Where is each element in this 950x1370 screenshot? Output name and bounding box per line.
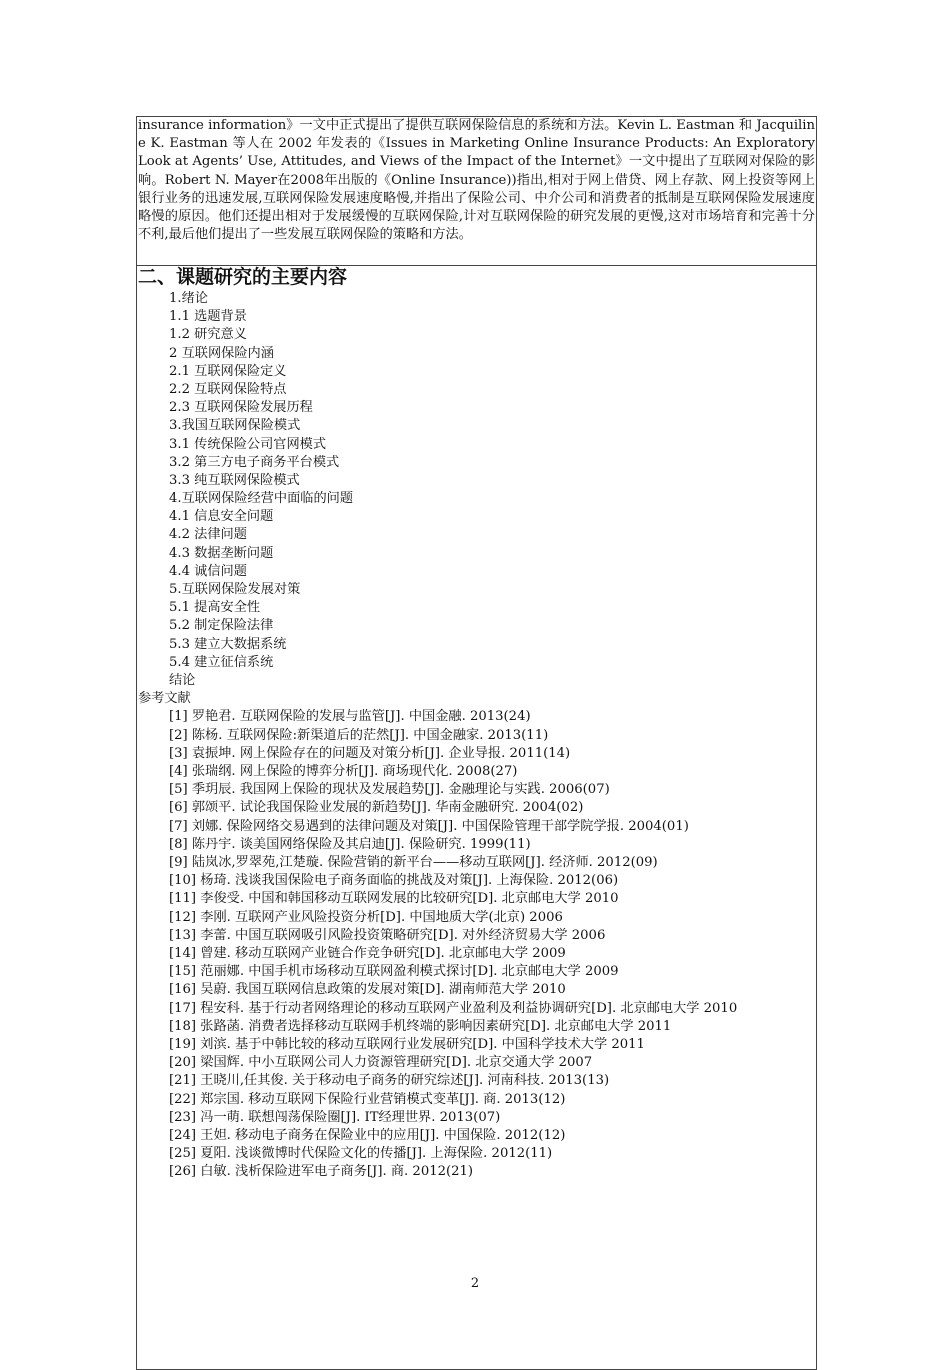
outline-item: 4.互联网保险经营中面临的问题 <box>169 491 354 507</box>
outline-item: 5.2 制定保险法律 <box>169 618 274 634</box>
outline-item: 3.2 第三方电子商务平台模式 <box>169 454 340 470</box>
reference-item: [6] 郭颂平. 试论我国保险业发展的新趋势[J]. 华南金融研究. 2004(02) <box>169 800 584 816</box>
outline-item: 5.4 建立征信系统 <box>169 654 274 670</box>
outline-item: 4.3 数据垄断问题 <box>169 545 274 561</box>
reference-item: [14] 曾建. 移动互联网产业链合作竞争研究[D]. 北京邮电大学 2009 <box>169 945 566 961</box>
outline-item: 2.1 互联网保险定义 <box>169 363 287 379</box>
reference-item: [1] 罗艳君. 互联网保险的发展与监管[J]. 中国金融. 2013(24) <box>169 709 531 725</box>
outline-item: 3.1 传统保险公司官网模式 <box>169 436 327 452</box>
reference-item: [22] 郑宗国. 移动互联网下保险行业营销模式变革[J]. 商. 2013(12) <box>169 1091 566 1107</box>
reference-item: [11] 李俊受. 中国和韩国移动互联网发展的比较研究[D]. 北京邮电大学 2010 <box>169 891 619 907</box>
reference-item: [20] 梁国辉. 中小互联网公司人力资源管理研究[D]. 北京交通大学 2007 <box>169 1055 593 1071</box>
outline-item: 4.2 法律问题 <box>169 527 247 543</box>
reference-item: [16] 吴蔚. 我国互联网信息政策的发展对策[D]. 湖南师范大学 2010 <box>169 982 566 998</box>
report-table <box>136 116 817 1370</box>
page-number: 2 <box>470 1276 480 1291</box>
outline-item: 2 互联网保险内涵 <box>169 345 274 361</box>
main-content-cell <box>137 266 817 1370</box>
reference-item: [19] 刘滨. 基于中韩比较的移动互联网行业发展研究[D]. 中国科学技术大学 2011 <box>169 1036 645 1052</box>
reference-item: [8] 陈丹宇. 谈美国网络保险及其启迪[J]. 保险研究. 1999(11) <box>169 836 531 852</box>
reference-item: [5] 季玥辰. 我国网上保险的现状及发展趋势[J]. 金融理论与实践. 2006(07) <box>169 782 610 798</box>
intro-cell <box>137 117 817 266</box>
outline-item: 1.绪论 <box>169 291 208 306</box>
outline-item: 结论 <box>169 672 196 688</box>
reference-item: [23] 冯一萌. 联想闯荡保险圈[J]. IT经理世界. 2013(07) <box>169 1109 501 1125</box>
content-row <box>137 266 817 1370</box>
reference-item: [21] 王晓川,任其俊. 关于移动电子商务的研究综述[J]. 河南科技. 2013(13) <box>169 1073 610 1089</box>
reference-item: [26] 白敏. 浅析保险进军电子商务[J]. 商. 2012(21) <box>169 1164 474 1180</box>
reference-item: [25] 夏阳. 浅谈微博时代保险文化的传播[J]. 上海保险. 2012(11) <box>169 1146 553 1162</box>
reference-item: [2] 陈杨. 互联网保险:新渠道后的茫然[J]. 中国金融家. 2013(11) <box>169 727 549 743</box>
reference-item: [7] 刘娜. 保险网络交易遇到的法律问题及对策[J]. 中国保险管理干部学院学报. 2004(01) <box>169 818 689 834</box>
reference-item: [13] 李蕾. 中国互联网吸引风险投资策略研究[D]. 对外经济贸易大学 2006 <box>169 927 606 943</box>
outline-item: 3.3 纯互联网保险模式 <box>169 472 300 488</box>
outline-item: 5.互联网保险发展对策 <box>169 582 301 597</box>
reference-item: [15] 范丽娜. 中国手机市场移动互联网盈利模式探讨[D]. 北京邮电大学 2009 <box>169 964 619 980</box>
intro-row <box>137 117 817 266</box>
reference-item: [24] 王妲. 移动电子商务在保险业中的应用[J]. 中国保险. 2012(12) <box>169 1127 566 1143</box>
outline-item: 5.3 建立大数据系统 <box>169 636 287 652</box>
reference-item: [12] 李刚. 互联网产业风险投资分析[D]. 中国地质大学(北京) 2006 <box>169 909 563 925</box>
intro-paragraph: insurance information》一文中正式提出了提供互联网保险信息的系统和方法。Kevin L. Eastman 和 Jacquiline K. Eastman 等人在 2002 年发表的《Issues in Marketing Online Insurance Products: An Exploratory Look at Agents’ Use, Attitudes, and Views of the Impact of the Internet》一文中提出了互联网对保险的影响。Robert N. Mayer在2008年出版的《Online Insurance))指出,相对于网上借贷、网上存款、网上投资等网上银行业务的迅速发展,互联网保险发展速度略慢,并指出了保险公司、中介公司和消费者的抵制是互联网保险发展速度略慢的原因。他们还提出相对于发展缓慢的互联网保险,计对互联网保险的研究发展的更慢,这对市场培育和完善十分不利,最后他们提出了一些发展互联网保险的策略和方法。 <box>138 118 815 243</box>
outline-item: 2.2 互联网保险特点 <box>169 381 287 397</box>
outline-item: 1.1 选题背景 <box>169 309 247 325</box>
outline-list <box>138 290 815 690</box>
outline-item: 2.3 互联网保险发展历程 <box>169 400 313 416</box>
outline-item: 4.1 信息安全问题 <box>169 509 274 525</box>
outline-item: 5.1 提高安全性 <box>169 600 261 616</box>
reference-list <box>138 708 815 1181</box>
reference-item: [10] 杨琦. 浅谈我国保险电子商务面临的挑战及对策[J]. 上海保险. 2012(06) <box>169 873 619 889</box>
outline-item: 4.4 诚信问题 <box>169 563 247 579</box>
reference-item: [9] 陆岚冰,罗翠苑,江楚璇. 保险营销的新平台——移动互联网[J]. 经济师. 2012(09) <box>169 854 658 870</box>
reference-item: [4] 张瑞纲. 网上保险的博弈分析[J]. 商场现代化. 2008(27) <box>169 763 518 779</box>
references-heading: 参考文献 <box>138 691 191 707</box>
outline-item: 3.我国互联网保险模式 <box>169 418 301 434</box>
reference-item: [3] 袁振坤. 网上保险存在的问题及对策分析[J]. 企业导报. 2011(14) <box>169 745 571 761</box>
reference-item: [18] 张路菡. 消费者选择移动互联网手机终端的影响因素研究[D]. 北京邮电大学 2011 <box>169 1018 672 1034</box>
section-title: 二、课题研究的主要内容 <box>138 266 348 288</box>
outline-item: 1.2 研究意义 <box>169 327 247 343</box>
reference-item: [17] 程安科. 基于行动者网络理论的移动互联网产业盈利及利益协调研究[D]. 北京邮电大学 2010 <box>169 1000 738 1016</box>
